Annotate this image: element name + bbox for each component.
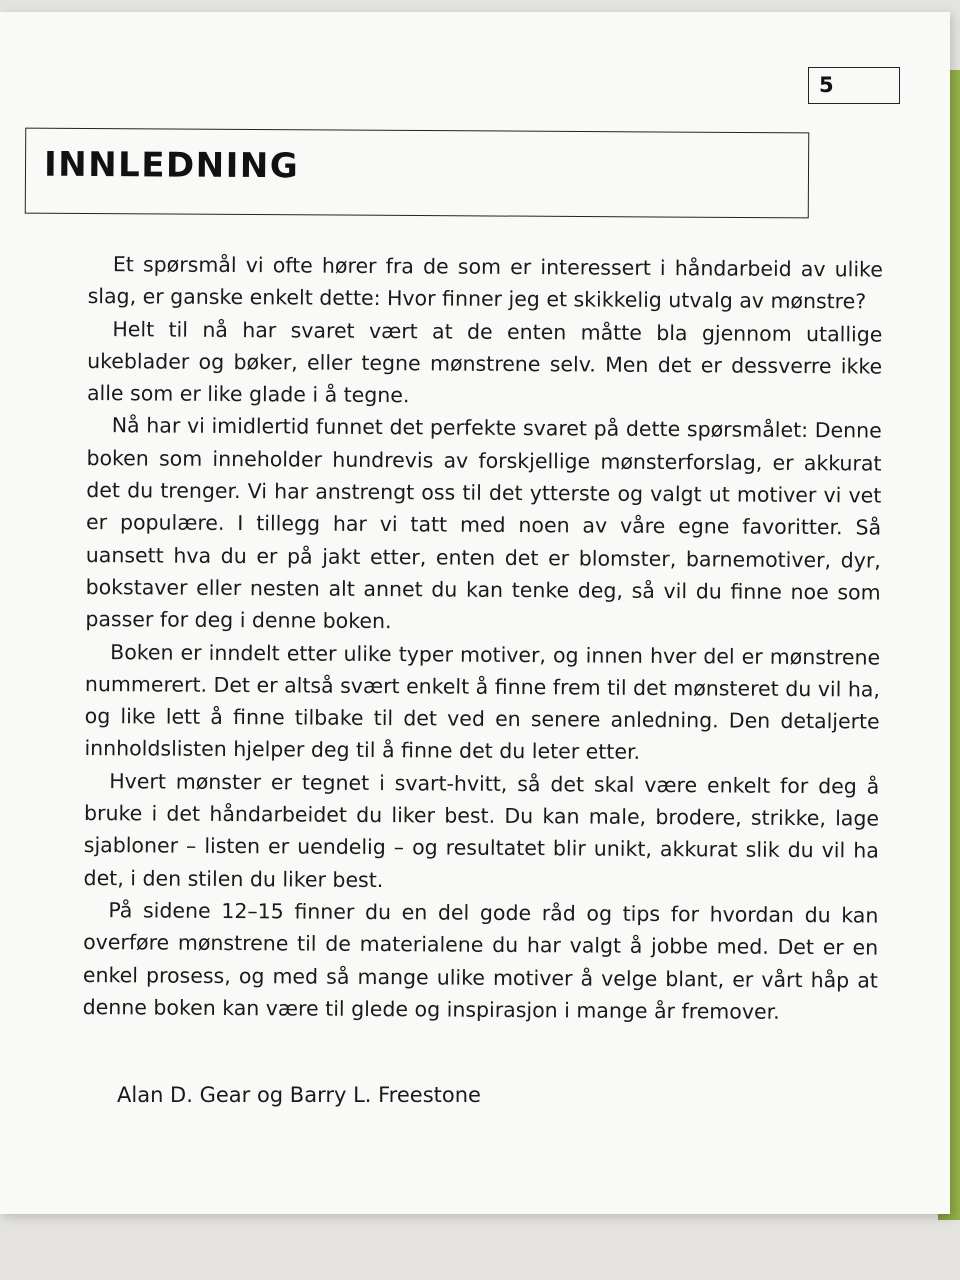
paragraph: Nå har vi imidlertid funnet det perfekte svaret på dette spørsmålet: Denne boken som inneholder hundrevis av forskjellige mønsterforslag, er akkurat det du trenger. Vi har anstrengt oss til det ytterste og valgt ut motiver vi vet er populære. I tillegg har vi tatt med noen av våre egne favoritter. Så uansett hva du er på jakt etter, enten det er blomster, barnemotiver, dyr, bokstaver eller nesten alt annet du kan tenke deg, så vil du finne noe som passer for deg i denne boken. <box>85 413 882 634</box>
paragraph: Et spørsmål vi ofte hører fra de som er interessert i håndarbeid av ulike slag, er ganske enkelt dette: Hvor finner jeg et skikkelig utvalg av mønstre? <box>87 252 883 314</box>
paragraph: På sidene 12–15 finner du en del gode råd og tips for hvordan du kan overføre mønstrene til de materialene du har valgt å jobbe med. Det er en enkel prosess, og med så mange ulike motiver å velge blant, er vårt håp at denne boken kan være til glede og inspirasjon i mange år fremover. <box>82 898 879 1024</box>
chapter-heading-box <box>25 128 810 219</box>
author-signature: Alan D. Gear og Barry L. Freestone <box>117 1083 481 1107</box>
body-text <box>83 248 883 1029</box>
book-page <box>0 12 950 1214</box>
paragraph: Helt til nå har svaret vært at de enten måtte bla gjennom utallige ukeblader og bøker, eller tegne mønstrene selv. Men det er dessverre ikke alle som er like glade i å tegne. <box>86 316 883 408</box>
paragraph: Hvert mønster er tegnet i svart-hvitt, så det skal være enkelt for deg å bruke i det håndarbeidet du liker best. Du kan male, brodere, strikke, lage sjabloner – listen er uendelig – og resultatet blir unikt, akkurat slik du vil ha det, i den stilen du liker best. <box>83 768 880 892</box>
page-number-box <box>808 67 900 104</box>
chapter-title: INNLEDNING <box>43 144 300 187</box>
page-number: 5 <box>819 73 834 97</box>
paragraph: Boken er inndelt etter ulike typer motiver, og innen hver del er mønstrene nummerert. Det er altså svært enkelt å finne frem til det mønsteret du vil ha, og like lett å finne tilbake til det ved en senere anledning. Den detaljerte innholdslisten hjelper deg til å finne det du leter etter. <box>84 639 881 765</box>
